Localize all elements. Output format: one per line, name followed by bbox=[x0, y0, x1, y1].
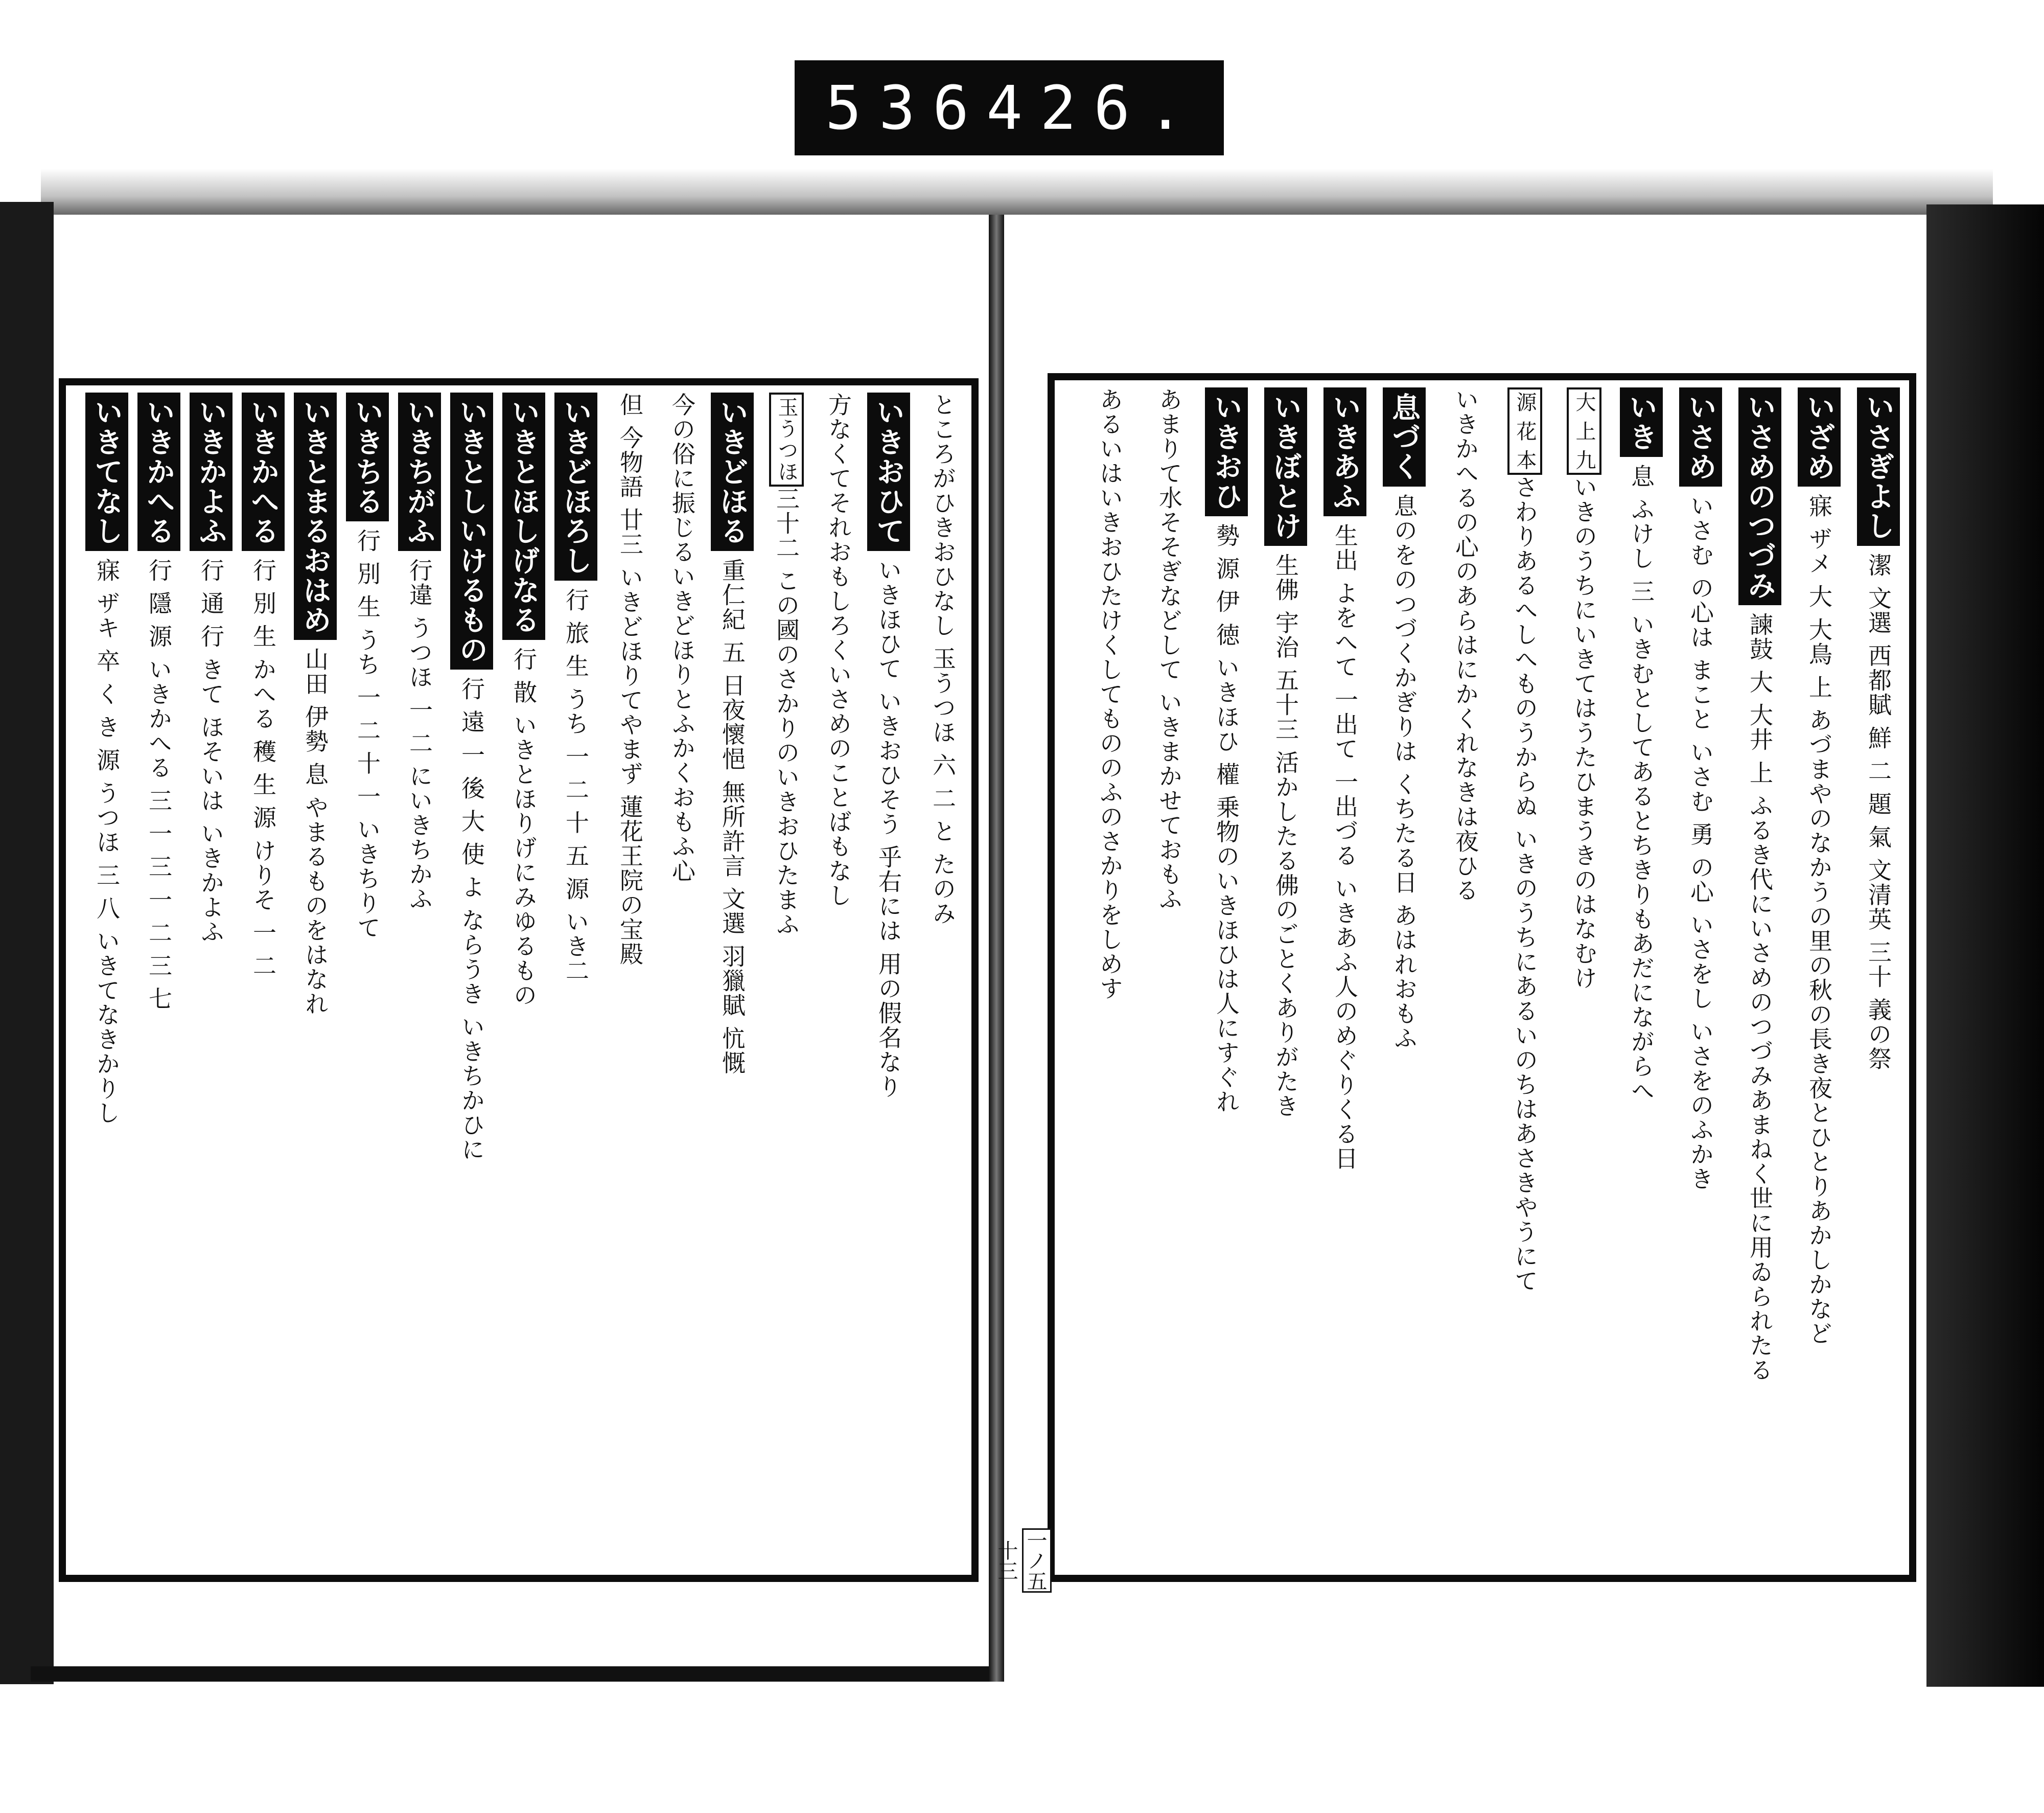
entry-text: 潔 文選 西都賦 鮮 二 題 氣 文清英 三十 義の祭 bbox=[1865, 553, 1892, 1071]
dictionary-column bbox=[493, 393, 545, 1568]
reference-number-left: 536 bbox=[825, 73, 987, 143]
dictionary-column bbox=[649, 393, 702, 1568]
entry-text: いきかへるの心のあらはにかくれなきは夜ひる bbox=[1452, 387, 1479, 903]
dictionary-column bbox=[1841, 387, 1900, 1568]
dictionary-column bbox=[1248, 387, 1307, 1568]
dictionary-column bbox=[337, 393, 389, 1568]
left-page-columns bbox=[75, 393, 962, 1568]
dictionary-column bbox=[389, 393, 441, 1568]
dictionary-column bbox=[1722, 387, 1781, 1568]
reference-number-label bbox=[795, 60, 1224, 155]
dictionary-column bbox=[128, 393, 180, 1568]
dictionary-column bbox=[76, 393, 128, 1568]
entry-headword: いさめ bbox=[1679, 387, 1722, 487]
dictionary-column bbox=[754, 393, 806, 1568]
entry-text: いきのうちにいきてはうたひまうきのはなむけ bbox=[1570, 475, 1598, 991]
dictionary-column bbox=[233, 393, 285, 1568]
entry-text: 寐 ザキ 卒 く き 源 うつほ 三 八 いきてなきかりし bbox=[93, 558, 121, 1126]
page-number: 一ノ五十三 bbox=[1022, 1528, 1052, 1593]
dictionary-column bbox=[1070, 387, 1129, 1568]
entry-headword: いきぼとけ bbox=[1264, 387, 1307, 546]
entry-text: 行 散 いきとほりげにみゆるもの bbox=[510, 647, 538, 1008]
entry-text: さわりあるへしへものうからぬ いきのうちにあるいのちはあさきやうにて bbox=[1511, 475, 1539, 1294]
source-citation-box: 大 上 九 bbox=[1567, 387, 1601, 475]
entry-headword: いざめ bbox=[1798, 387, 1841, 487]
entry-headword: 息づく bbox=[1383, 387, 1426, 487]
entry-text: 寐 ザメ 大 大鳥 上 あづまやのなかうの里の秋の長き夜とひとりあかしかなど bbox=[1805, 494, 1833, 1346]
entry-headword: いさぎよし bbox=[1857, 387, 1900, 546]
entry-text: 生佛 宇治 五十三 活かしたる佛のごとくありがたき bbox=[1272, 553, 1299, 1118]
entry-headword: いきてなし bbox=[85, 393, 128, 551]
entry-text: いきほひて いきおひそう 乎右には 用の假名なり bbox=[875, 558, 902, 1099]
entry-text: 山田 伊勢 息 やまるものをはなれ bbox=[301, 647, 329, 1016]
dictionary-column bbox=[858, 393, 910, 1568]
dictionary-column bbox=[545, 393, 597, 1568]
book-edge-left bbox=[0, 202, 54, 1684]
entry-text: 勢 源 伊 徳 いきほひ 權 乗物のいきほひは人にすぐれ bbox=[1213, 523, 1240, 1114]
entry-headword: いきとしいけるもの bbox=[450, 393, 493, 670]
entry-text: 今の俗に振じるいきどほりとふかくおもふ心 bbox=[668, 393, 696, 883]
dictionary-column bbox=[1189, 387, 1248, 1568]
entry-headword: いきかへる bbox=[137, 393, 180, 551]
entry-text: あるいはいきおひたけくしてもののふのさかりをしめす bbox=[1096, 387, 1124, 1001]
entry-text: 行 通 行 きて ほそいは いきかよふ bbox=[197, 558, 225, 945]
dictionary-column bbox=[1129, 387, 1189, 1568]
entry-text: 諫鼓 大 大井 上 ふるき代にいさめのつづみあまねく世に用ゐられたる bbox=[1746, 612, 1774, 1383]
entry-headword: いきおひて bbox=[867, 393, 910, 551]
right-page-text-frame bbox=[1048, 373, 1916, 1582]
entry-headword: いさめのつづみ bbox=[1738, 387, 1781, 605]
entry-text: いさむ の心は まこと いさむ 勇 の心 いさをし いさをのふかき bbox=[1687, 494, 1714, 1191]
entry-headword: いきかよふ bbox=[190, 393, 233, 551]
entry-text: 行 隱 源 いきかへる 三 一 三 一 二 三 七 bbox=[145, 558, 173, 1012]
entry-headword: いきとほしげなる bbox=[502, 393, 545, 640]
scan-shadow bbox=[41, 169, 1993, 215]
entry-headword: いきとまるおはめ bbox=[294, 393, 337, 640]
dictionary-column bbox=[806, 393, 858, 1568]
book-edge-right bbox=[1926, 204, 2044, 1687]
entry-headword: いきどほろし bbox=[554, 393, 597, 581]
entry-text: 但 今物語 廿三 いきどほりてやまず 蓮花王院の宝殿 bbox=[616, 393, 644, 967]
entry-text: 行 遠 一 後 大 使 よ ならうき いきちかひに bbox=[458, 677, 485, 1162]
entry-text: 行 旅 生 うち 一 二 十 五 源 いき二 bbox=[562, 588, 590, 983]
dictionary-column bbox=[1781, 387, 1841, 1568]
entry-headword: いきかへる bbox=[242, 393, 285, 551]
dictionary-column bbox=[597, 393, 649, 1568]
entry-headword: いき bbox=[1620, 387, 1663, 457]
book-edge-bottom bbox=[31, 1666, 991, 1682]
entry-text: 三十二 この國のさかりのいきおひたまふ bbox=[773, 487, 800, 937]
entry-text: 生出 よをへて 一出て 一出づる いきあふ人のめぐりくる日 bbox=[1331, 523, 1359, 1171]
dictionary-column bbox=[1544, 387, 1604, 1568]
dictionary-column bbox=[702, 393, 754, 1568]
entry-headword: いきどほる bbox=[711, 393, 754, 551]
dictionary-column bbox=[910, 393, 962, 1568]
dictionary-column bbox=[1663, 387, 1722, 1568]
entry-headword: いきちる bbox=[346, 393, 389, 521]
dictionary-column bbox=[1307, 387, 1366, 1568]
entry-text: 行 別 生 うち 一 二 十 一 いきちりて bbox=[354, 529, 381, 940]
source-citation-box: 玉うつほ bbox=[769, 393, 804, 487]
left-page-text-frame bbox=[59, 378, 979, 1582]
entry-text: 行 別 生 かへる 穫 生 源 けりそ 一 二 bbox=[249, 558, 277, 978]
book-gutter bbox=[989, 215, 1004, 1682]
entry-text: あまりて水そそぎなどして いきまかせておもふ bbox=[1155, 387, 1183, 911]
entry-text: 行違 うつほ 一 二 にいきちかふ bbox=[406, 558, 433, 911]
entry-headword: いきあふ bbox=[1323, 387, 1366, 516]
dictionary-column bbox=[285, 393, 337, 1568]
entry-text: ところがひきおひなし 玉うつほ 六 二 と たのみ bbox=[929, 393, 957, 926]
dictionary-column bbox=[441, 393, 493, 1568]
dictionary-column bbox=[1485, 387, 1544, 1568]
entry-text: 重仁紀 五 日夜懷悒 無所許言 文選 羽獵賦 忼慨 bbox=[718, 558, 746, 1075]
source-citation-box: 源 花 本 bbox=[1507, 387, 1542, 475]
entry-text: 息のをのつづくかぎりは くちたる日 あはれおもふ bbox=[1390, 494, 1418, 1051]
entry-headword: いきおひ bbox=[1205, 387, 1248, 516]
dictionary-column bbox=[180, 393, 233, 1568]
dictionary-column bbox=[1366, 387, 1426, 1568]
entry-text: 息 ふけし 三 いきむとしてあるとちきりもあだにながらへ bbox=[1628, 464, 1655, 1103]
reference-number-right: 426. bbox=[986, 73, 1201, 143]
right-page-columns bbox=[1064, 387, 1900, 1568]
dictionary-column bbox=[1604, 387, 1663, 1568]
dictionary-column bbox=[1426, 387, 1485, 1568]
entry-headword: いきちがふ bbox=[398, 393, 441, 551]
entry-text: 方なくてそれおもしろくいさめのことばもなし bbox=[825, 393, 852, 908]
